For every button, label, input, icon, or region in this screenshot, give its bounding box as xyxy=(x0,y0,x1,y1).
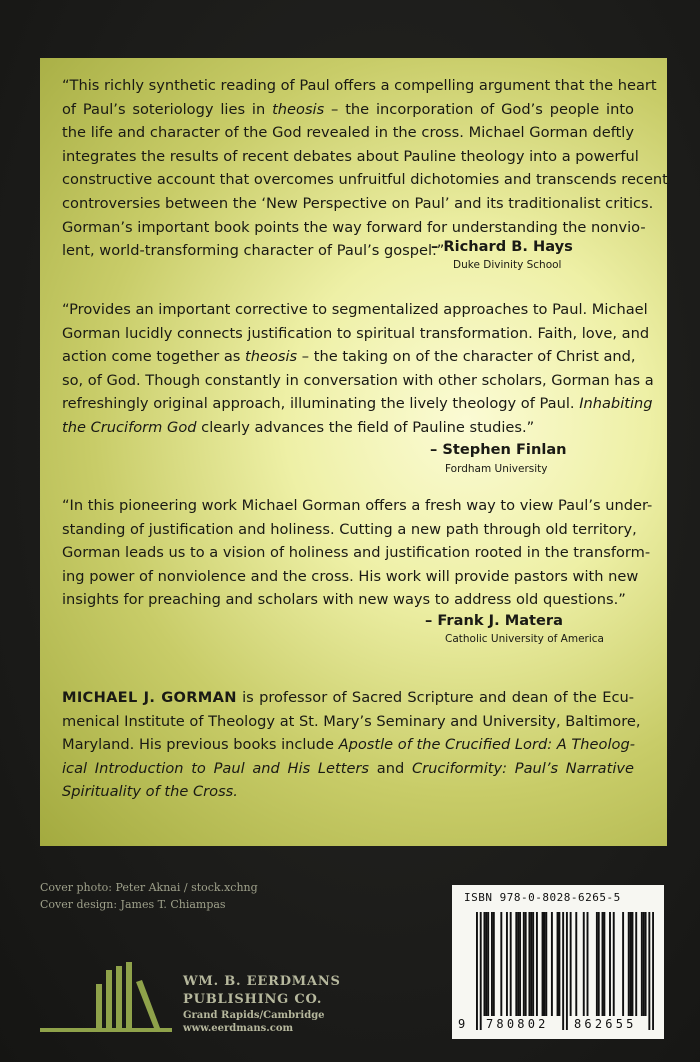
barcode-first-digit: 9 xyxy=(458,1017,469,1031)
endorsement-line: of Paul’s soteriology lies in theosis – the incorporation of God’s people into xyxy=(62,100,634,118)
barcode-bar xyxy=(613,912,615,1016)
barcode-bar xyxy=(525,912,527,1016)
isbn-number: ISBN 978-0-8028-6265-5 xyxy=(464,891,621,904)
barcode-bar xyxy=(493,912,495,1016)
barcode-bar xyxy=(648,912,650,1030)
bio-line: ical Introduction to Paul and His Letters and Cruciformity: Paul’s Narrative xyxy=(62,759,634,777)
barcode-bar xyxy=(632,912,634,1016)
barcode-bar xyxy=(543,912,545,1016)
logo-book-leaning xyxy=(136,980,160,1028)
barcode-bar xyxy=(566,912,568,1030)
barcode-bar xyxy=(575,912,577,1016)
endorsement-line: Gorman’s important book points the way forward for understanding the nonvio- xyxy=(62,218,646,236)
barcode-bar xyxy=(480,912,482,1030)
endorser-name: – Stephen Finlan xyxy=(430,441,567,458)
endorsement-line: “This richly synthetic reading of Paul offers a compelling argument that the heart xyxy=(62,77,657,94)
endorsement-matera xyxy=(62,494,653,612)
barcode-bar xyxy=(622,912,624,1016)
barcode-bar xyxy=(558,912,560,1016)
barcode-left-digits: 780802 xyxy=(486,1017,549,1031)
endorsement-line: standing of justification and holiness. Cutting a new path through old territory, xyxy=(62,520,637,538)
barcode-bar xyxy=(641,912,643,1016)
logo-book xyxy=(96,984,102,1028)
barcode-bar xyxy=(545,912,547,1016)
endorsement-line: so, of God. Though constantly in conversation with other scholars, Gorman has a xyxy=(62,371,654,389)
barcode-bar xyxy=(652,912,654,1030)
bio-line: Maryland. His previous books include Apostle of the Crucified Lord: A Theolog- xyxy=(62,736,635,754)
barcode-bar xyxy=(635,912,637,1016)
logo-book xyxy=(116,966,122,1028)
endorsement-line: constructive account that overcomes unfruitful dichotomies and transcends recent xyxy=(62,171,668,189)
cover-design-credit: Cover design: James T. Chiampas xyxy=(40,898,226,911)
barcode-bar xyxy=(598,912,600,1016)
eerdmans-logo-icon xyxy=(38,962,176,1034)
endorsement-line: the life and character of the God revealed in the cross. Michael Gorman deftly xyxy=(62,124,634,142)
publisher-location: Grand Rapids/Cambridge xyxy=(183,1010,325,1021)
barcode-bar xyxy=(515,912,517,1016)
publisher-name-line2: PUBLISHING CO. xyxy=(183,992,323,1007)
endorsement-line: Gorman leads us to a vision of holiness and justification rooted in the transform- xyxy=(62,544,651,562)
barcode-bar xyxy=(523,912,525,1016)
endorser-affiliation: Fordham University xyxy=(445,463,548,475)
barcode-bar xyxy=(476,912,478,1030)
barcode-bar xyxy=(485,912,487,1016)
barcode-bar xyxy=(602,912,604,1016)
barcode-bar xyxy=(528,912,530,1016)
publisher-website: www.eerdmans.com xyxy=(183,1023,294,1034)
barcode-bar xyxy=(587,912,589,1016)
bio-line: Spirituality of the Cross. xyxy=(62,783,238,801)
endorser-affiliation: Duke Divinity School xyxy=(453,259,562,271)
endorsement-line: the Cruciform God clearly advances the field of Pauline studies.” xyxy=(62,418,535,436)
barcode-bar xyxy=(506,912,508,1016)
cover-photo-credit: Cover photo: Peter Aknai / stock.xchng xyxy=(40,881,258,894)
endorsement-line: “In this pioneering work Michael Gorman offers a fresh way to view Paul’s under- xyxy=(62,497,653,514)
barcode-bar xyxy=(536,912,538,1016)
endorsement-line: Gorman lucidly connects justification to spiritual transformation. Faith, love, and xyxy=(62,324,650,342)
author-name: MICHAEL J. GORMAN xyxy=(62,689,237,706)
barcode-bar xyxy=(570,912,572,1016)
barcode-bar xyxy=(532,912,534,1016)
endorsement-line: action come together as theosis – the taking on of the character of Christ and, xyxy=(62,348,636,366)
barcode-bar xyxy=(645,912,647,1016)
barcode-bar xyxy=(519,912,521,1016)
bio-line xyxy=(62,686,634,710)
endorsement-line: integrates the results of recent debates about Pauline theology into a powerful xyxy=(62,147,639,165)
logo-book xyxy=(106,970,112,1028)
barcode-bar xyxy=(517,912,519,1016)
endorsement-line: refreshingly original approach, illuminating the lively theology of Paul. Inhabiting xyxy=(62,395,653,413)
barcode-bar xyxy=(551,912,553,1016)
barcode-bar xyxy=(596,912,598,1016)
barcode-right-digits: 862655 xyxy=(574,1017,637,1031)
barcode-bar xyxy=(603,912,605,1016)
endorser-name: – Richard B. Hays xyxy=(431,238,573,255)
endorser-affiliation: Catholic University of America xyxy=(445,633,604,645)
publisher-name-line1: WM. B. EERDMANS xyxy=(183,974,341,989)
barcode-bar xyxy=(628,912,630,1016)
barcode-bar xyxy=(483,912,485,1016)
endorsement-line: “Provides an important corrective to segmentalized approaches to Paul. Michael xyxy=(62,301,648,318)
barcode-bar xyxy=(491,912,493,1016)
bio-line: menical Institute of Theology at St. Mary’s Seminary and University, Baltimore, xyxy=(62,712,641,730)
bio-line-text: is professor of Sacred Scripture and dean of the Ecu- xyxy=(236,689,635,706)
barcode-bar xyxy=(562,912,564,1030)
barcode-bar xyxy=(510,912,512,1016)
barcode-bar xyxy=(542,912,544,1016)
author-bio xyxy=(62,686,641,804)
barcode-bar xyxy=(500,912,502,1016)
logo-book xyxy=(126,962,132,1028)
endorser-name: – Frank J. Matera xyxy=(425,612,563,629)
barcode-bar xyxy=(487,912,489,1016)
endorsement-finlan xyxy=(62,298,654,440)
barcode-icon xyxy=(476,912,654,1030)
barcode-bar xyxy=(583,912,585,1016)
endorsement-hays xyxy=(62,74,668,263)
logo-shelf xyxy=(40,1028,172,1032)
endorsement-line: lent, world-transforming character of Paul’s gospel.” xyxy=(62,242,445,260)
endorsement-line: ing power of nonviolence and the cross. His work will provide pastors with new xyxy=(62,567,639,585)
barcode-bar xyxy=(643,912,645,1016)
barcode-bar xyxy=(630,912,632,1016)
endorsement-line: controversies between the ‘New Perspective on Paul’ and its traditionalist critics. xyxy=(62,194,654,212)
barcode-bar xyxy=(530,912,532,1016)
barcode-bar xyxy=(609,912,611,1016)
barcode-bar xyxy=(557,912,559,1016)
endorsement-line: insights for preaching and scholars with new ways to address old questions.” xyxy=(62,591,626,609)
